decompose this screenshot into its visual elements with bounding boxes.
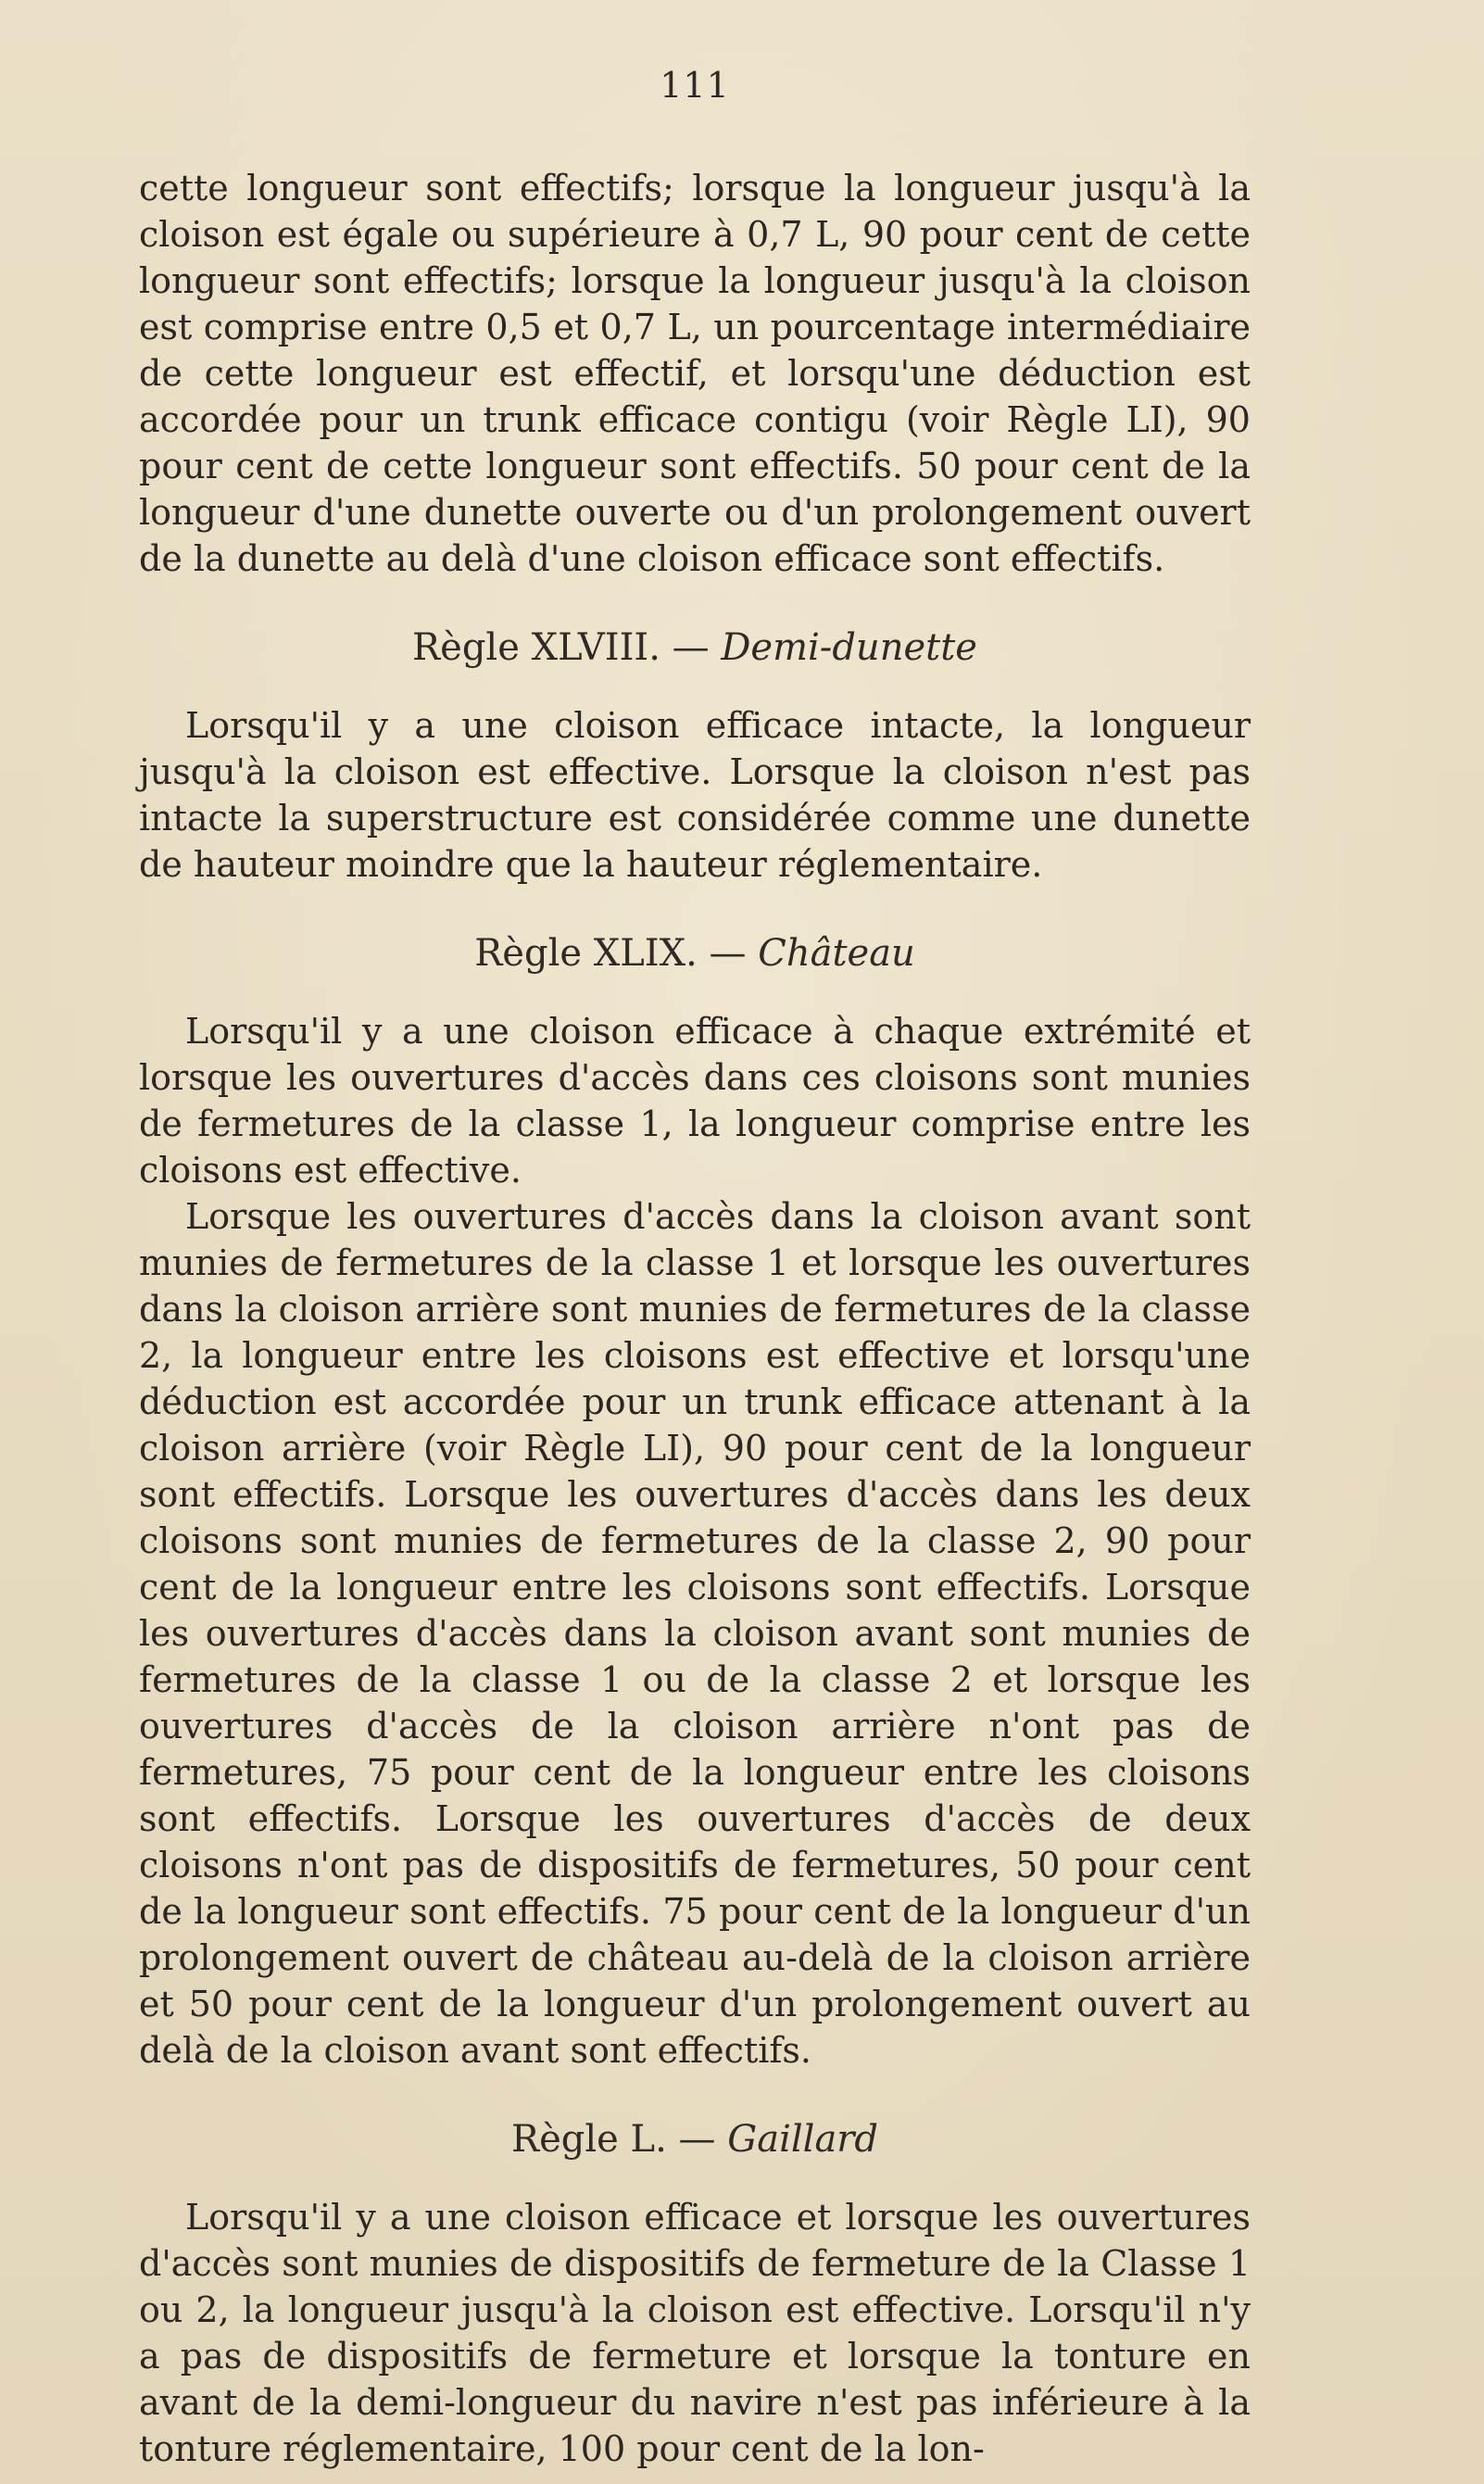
paragraph-demi-dunette: Lorsqu'il y a une cloison efficace intacte, la longueur jusqu'à la cloison est effective. Lorsque la cloison n'est pas intacte la superstructure est considérée comme une dunette de hauteur moindre que la hauteur réglementaire. <box>139 705 1251 885</box>
rule-heading-xlix <box>139 932 1251 975</box>
rule-number: Règle L. — <box>510 2118 716 2161</box>
rule-name: Gaillard <box>727 2118 879 2161</box>
paragraph-continuation: cette longueur sont effectifs; lorsque la longueur jusqu'à la cloison est égale ou supérieure à 0,7 L, 90 pour cent de cette longueur sont effectifs; lorsque la longueur jusqu'à la cloison est comprise entre 0,5 et 0,7 L, un pourcentage intermédiaire de cette longueur est effectif, et lorsqu'une déduction est accordée pour un trunk efficace contigu (voir Règle LI), 90 pour cent de cette longueur sont effectifs. 50 pour cent de la longueur d'une dunette ouverte ou d'un prolongement ouvert de la dunette au delà d'une cloison efficace sont effectifs. <box>139 168 1251 579</box>
rule-number: Règle XLVIII. — <box>412 626 710 669</box>
paragraph-gaillard: Lorsqu'il y a une cloison efficace et lorsque les ouvertures d'accès sont munies de dispositifs de fermeture de la Classe 1 ou 2, la longueur jusqu'à la cloison est effective. Lorsqu'il n'y a pas de dispositifs de fermeture et lorsque la tonture en avant de la demi-longueur du navire n'est pas inférieure à la tonture réglementaire, 100 pour cent de la lon- <box>139 2197 1251 2469</box>
page-content <box>139 65 1251 2472</box>
page-number: 111 <box>660 65 730 106</box>
paragraph-chateau-1: Lorsqu'il y a une cloison efficace à chaque extrémité et lorsque les ouvertures d'accès dans ces cloisons sont munies de fermetures de la classe 1, la longueur comprise entre les cloisons est effective. <box>139 1011 1251 1191</box>
rule-heading-l <box>139 2118 1251 2161</box>
rule-name: Demi-dunette <box>721 626 977 669</box>
rule-number: Règle XLIX. — <box>474 932 747 975</box>
rule-name: Château <box>758 932 915 975</box>
rule-heading-xlviii <box>139 626 1251 669</box>
paragraph-chateau-2: Lorsque les ouvertures d'accès dans la cloison avant sont munies de fermetures de la classe 1 et lorsque les ouvertures dans la cloison arrière sont munies de fermetures de la classe 2, la longueur entre les cloisons est effective et lorsqu'une déduction est accordée pour un trunk efficace attenant à la cloison arrière (voir Règle LI), 90 pour cent de la longueur sont effectifs. Lorsque les ouvertures d'accès dans les deux cloisons sont munies de fermetures de la classe 2, 90 pour cent de la longueur entre les cloisons sont effectifs. Lorsque les ouvertures d'accès dans la cloison avant sont munies de fermetures de la classe 1 ou de la classe 2 et lorsque les ouvertures d'accès de la cloison arrière n'ont pas de fermetures, 75 pour cent de la longueur entre les cloisons sont effectifs. Lorsque les ouvertures d'accès de deux cloisons n'ont pas de dispositifs de fermetures, 50 pour cent de la longueur sont effectifs. 75 pour cent de la longueur d'un prolongement ouvert de château au-delà de la cloison arrière et 50 pour cent de la longueur d'un prolongement ouvert au delà de la cloison avant sont effectifs. <box>139 1196 1251 2071</box>
